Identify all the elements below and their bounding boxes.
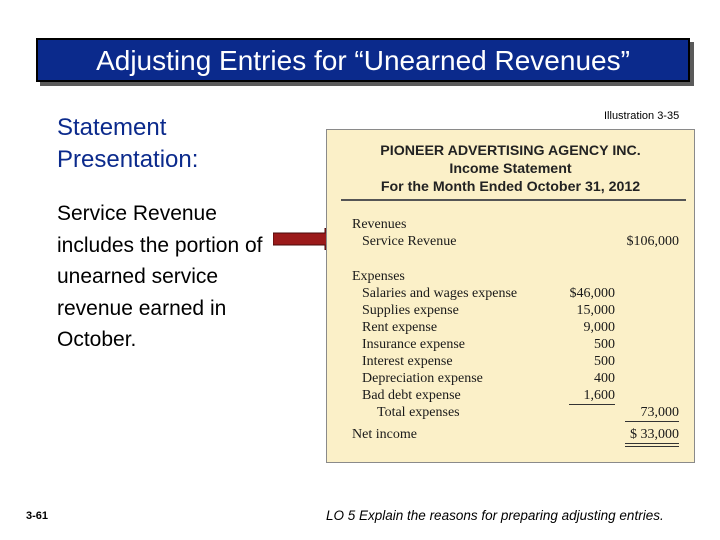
net-income-label: Net income [352, 427, 417, 442]
expenses-heading: Expenses [352, 269, 405, 284]
subheading-line: Statement [57, 114, 167, 141]
expense-amount: 9,000 [583, 320, 615, 335]
net-income-amount: $ 33,000 [630, 427, 679, 442]
service-revenue-label: Service Revenue [362, 234, 457, 249]
slide-title-bar [36, 38, 690, 82]
expense-label: Supplies expense [362, 303, 459, 318]
expense-label: Bad debt expense [362, 388, 461, 403]
double-underline-bottom [625, 446, 679, 447]
double-underline-top [625, 443, 679, 444]
explanation-line: unearned service [57, 265, 219, 289]
expense-label: Insurance expense [362, 337, 466, 352]
header-divider [341, 199, 686, 201]
learning-objective: LO 5 Explain the reasons for preparing adjusting entries. [326, 508, 664, 523]
expense-amount: 500 [594, 337, 615, 352]
revenues-heading: Revenues [352, 217, 407, 232]
explanation-line: Service Revenue [57, 202, 217, 225]
total-expenses-amount: 73,000 [640, 405, 679, 420]
statement-header [327, 142, 694, 196]
explanation-line: October. [57, 328, 137, 352]
subheading-line: Presentation: [57, 146, 199, 173]
expense-amount: $46,000 [569, 286, 615, 301]
subheading [57, 112, 287, 176]
explanation-line: includes the portion of [57, 233, 263, 257]
statement-name: Income Statement [449, 161, 572, 177]
slide-title: Adjusting Entries for “Unearned Revenues” [96, 45, 630, 76]
expense-amount: 500 [594, 354, 615, 369]
expense-label: Rent expense [362, 320, 438, 335]
expense-amount: 15,000 [576, 303, 615, 318]
explanation-line: revenue earned in [57, 296, 227, 320]
expense-amount: 400 [594, 371, 615, 386]
slide-number: 3-61 [26, 510, 49, 522]
illustration-label: Illustration 3-35 [604, 110, 680, 122]
company-name: PIONEER ADVERTISING AGENCY INC. [380, 143, 641, 159]
expense-label: Depreciation expense [362, 371, 483, 386]
explanation-text [57, 198, 307, 356]
expense-label: Interest expense [362, 354, 453, 369]
expense-label: Salaries and wages expense [362, 286, 518, 301]
income-statement [326, 129, 695, 463]
total-expenses-label: Total expenses [377, 405, 460, 420]
service-revenue-amount: $106,000 [626, 234, 679, 249]
total-underline [625, 421, 679, 422]
statement-period: For the Month Ended October 31, 2012 [380, 179, 641, 195]
expense-amount: 1,600 [583, 388, 615, 403]
